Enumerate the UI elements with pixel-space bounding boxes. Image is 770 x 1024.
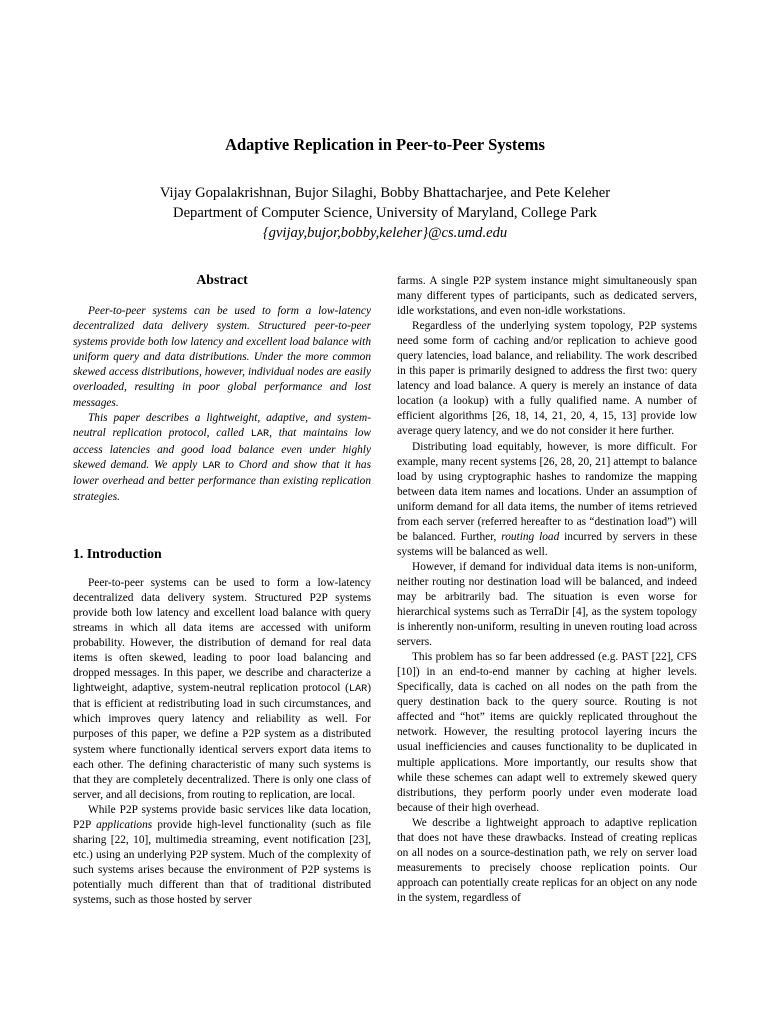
body-paragraph: Regardless of the underlying system topology, P2P systems need some form of caching and/or replication to achieve good query latencies, load balance, and reliability. The work described in this paper is primarily designed to address the first two: query latency and load balance. A query is merely an instance of data location (a lookup) with a fully qualified name. A number of efficient algorithms [26, 18, 14, 21, 20, 4, 15, 13] provide low average query latency, and we do not consider it here further. (397, 320, 697, 438)
emphasis-text: applications (96, 818, 153, 831)
email-address: {gvijay,bujor,bobby,keleher}@cs.umd.edu (262, 225, 508, 241)
body-text: While P2P systems provide basic services like data location, P2P (73, 803, 371, 831)
body-paragraph: We describe a lightweight approach to adaptive replication that does not have these drawbacks. Instead of creating replicas on all nodes on a source-destination path, we rely on server load measurements to precisely choose replication points. Our approach can potentially create replicas for an object on any node in the system, regardless of (397, 816, 697, 904)
abstract-body (73, 304, 371, 505)
author-list: Vijay Gopalakrishnan, Bujor Silaghi, Bobby Bhattacharjee, and Pete Keleher (159, 185, 611, 201)
right-column-body (397, 274, 697, 906)
body-text: Distributing load equitably, however, is more difficult. For example, many recent systems [26, 28, 20, 21] attempt to balance load by using cryptographic hashes to randomize the mapping between data item names and locations. Under an assumption of uniform demand for all data items, the number of items retrieved from each server (referred hereafter to as “destination load”) will be balanced. Further, (397, 440, 697, 543)
protocol-name: LAR (348, 684, 368, 696)
abstract-text: This paper describes a lightweight, adaptive, and system-neutral replication protocol, called (73, 412, 371, 440)
abstract-text: to Chord and show that it has lower overhead and better performance than existing replication strategies. (73, 458, 371, 503)
section-heading-introduction: 1. Introduction (73, 546, 162, 561)
body-paragraph: However, if demand for individual data items is non-uniform, neither routing nor destination load will be balanced, and indeed may be arbitrarily bad. The situation is even worse for hierarchical systems such as TerraDir [4], as the system topology is inherently non-uniform, resulting in uneven routing load across servers. (397, 560, 697, 649)
body-text: provide high-level functionality (such as file sharing [22, 10], multimedia streaming, event notification [23], etc.) using an underlying P2P system. Much of the complexity of such systems arises because the environment of P2P systems is potentially much different than that of traditional distributed systems, such as those hosted by server (73, 818, 371, 906)
paper-title: Adaptive Replication in Peer-to-Peer Systems (225, 135, 545, 154)
protocol-name: LAR (202, 460, 221, 472)
abstract-paragraph: Peer-to-peer systems can be used to form a low-latency decentralized data delivery system. Structured peer-to-peer systems provide both low latency and excellent load balance with uniform query and data distributions. Under the more common skewed access distributions, however, individual nodes are easily overloaded, resulting in poor global performance and lost messages. (73, 305, 371, 409)
body-paragraph: This problem has so far been addressed (e.g. PAST [22], CFS [10]) in an end-to-end manner by caching at higher levels. Specifically, data is cached on all nodes on the path from the query destination back to the query source. Routing is not affected and “hot” items are quickly replicated throughout the network. However, the resulting protocol layering incurs the usual inefficiencies and causes functionality to be duplicated in multiple applications. More importantly, our results show that while these schemes can adapt well to extremely skewed query distributions, they perform poorly under even moderate load because of their high overhead. (397, 651, 697, 814)
author-block (0, 183, 770, 243)
body-paragraph (73, 803, 371, 908)
body-paragraph (73, 576, 371, 803)
emphasis-text: routing load (501, 530, 560, 543)
abstract-paragraph (73, 411, 371, 505)
protocol-name: LAR (250, 429, 270, 441)
body-text: Peer-to-peer systems can be used to form a low-latency decentralized data delivery system. Structured P2P systems provide both low latency and excellent load balance with query streams in which all data items are accessed with uniform probability. However, the distribution of demand for real data items is often skewed, leading to poor load balancing and dropped messages. In this paper, we describe and characterize a lightweight, adaptive, system-neutral replication protocol ( (73, 577, 371, 695)
abstract-heading: Abstract (196, 272, 248, 287)
body-text: ) that is efficient at redistributing load in such circumstances, and which improves query latency and reliability as well. For purposes of this paper, we define a P2P system as a distributed system where functionally identical servers export data items to each other. The defining characteristic of many such systems is that they are completely decentralized. There is only one class of server, and all decisions, from routing to replication, are local. (73, 682, 371, 801)
introduction-body (73, 576, 371, 908)
affiliation: Department of Computer Science, University of Maryland, College Park (173, 205, 597, 221)
abstract-text: , that maintains low access latencies and good load balance even under highly skewed demand. We apply (73, 427, 371, 471)
body-text: incurred by servers in these systems will be balanced as well. (397, 530, 697, 558)
body-paragraph: farms. A single P2P system instance might simultaneously span many different types of participants, such as dedicated servers, idle workstations, and even non-idle workstations. (397, 275, 697, 318)
body-paragraph (397, 440, 697, 560)
